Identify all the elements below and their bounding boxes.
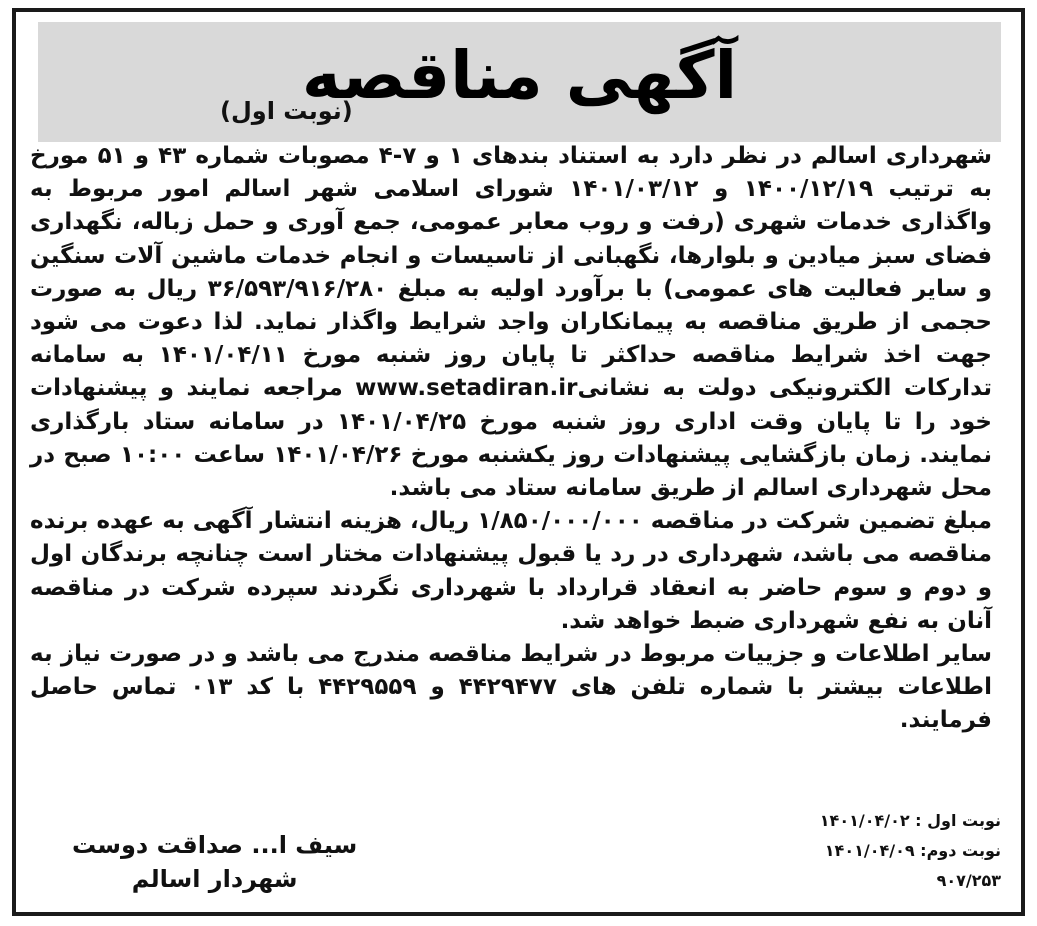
signer-name: سیف ا... صداقت دوست <box>72 831 358 859</box>
paragraph-guarantee: مبلغ تضمین شرکت در مناقصه ۱/۸۵۰/۰۰۰/۰۰۰ ریال، هزینه انتشار آگهی به عهده برنده مناقصه می باشد، شهرداری در رد یا قبول پیشنهادات مختار است چنانچه برندگان اول و دوم و سوم حاضر به انعقاد قرارداد با شهرداری نگردند سپرده شرکت در مناقصه آنان به نفع شهرداری ضبط خواهد شد. <box>30 508 992 634</box>
notice-code: ۹۰۷/۲۵۳ <box>936 871 1001 890</box>
notice-header <box>38 22 1001 142</box>
round-label: (نوبت اول) <box>220 97 353 125</box>
paragraph-2-text: مراجعه نمایند و پیشنهادات خود را تا پایان وقت اداری روز شنبه مورخ ۱۴۰۱/۰۴/۲۵ در سامانه ستاد بارگذاری نمایند. زمان بازگشایی پیشنهادات روز یکشنبه مورخ ۱۴۰۱/۰۴/۲۶ ساعت ۱۰:۰۰ صبح در محل شهرداری اسالم از طریق سامانه ستاد می باشد. <box>30 375 993 502</box>
notice-title: آگهی مناقصه <box>301 37 738 114</box>
signer-title: شهردار اسالم <box>131 865 298 893</box>
signature-block <box>72 828 357 896</box>
round2-date: نوبت دوم: ۱۴۰۱/۰۴/۰۹ <box>824 841 1001 860</box>
round1-date: نوبت اول : ۱۴۰۱/۰۴/۰۲ <box>819 811 1001 830</box>
paragraph-contact: سایر اطلاعات و جزییات مربوط در شرایط مناقصه مندرج می باشد و در صورت نیاز به اطلاعات بیشتر با شماره تلفن های ۴۴۲۹۴۷۷ و ۴۴۲۹۵۵۹ با کد ۰۱۳ تماس حاصل فرمایند. <box>30 641 992 734</box>
publication-dates <box>820 806 1001 896</box>
paragraph-1-text: شهرداری اسالم در نظر دارد به استناد بندهای ۱ و ۷-۴ مصوبات شماره ۴۳ و ۵۱ مورخ به ترتیب ۱۴۰۰/۱۲/۱۹ و ۱۴۰۱/۰۳/۱۲ شورای اسلامی شهر اسالم امور مربوط به واگذاری خدمات شهری (رفت و روب معابر عمومی، جمع آوری و حمل زباله، نگهداری فضای سبز میادین و بلوارها، نگهبانی از تاسیسات و انجام خدمات ماشین آلات سنگین و سایر فعالیت های عمومی) با برآورد اولیه به مبلغ ۳۶/۵۹۳/۹۱۶/۲۸۰ ریال به صورت حجمی از طریق مناقصه به پیمانکاران واجد شرایط واگذار نماید. لذا دعوت می شود جهت اخذ شرایط مناقصه حداکثر تا پایان روز شنبه مورخ ۱۴۰۱/۰۴/۱۱ به سامانه تدارکات الکترونیکی دولت به نشانی <box>30 143 993 402</box>
paragraph-main <box>30 140 992 505</box>
setadiran-link[interactable]: www.setadiran.ir <box>355 375 578 402</box>
notice-body <box>30 140 992 738</box>
